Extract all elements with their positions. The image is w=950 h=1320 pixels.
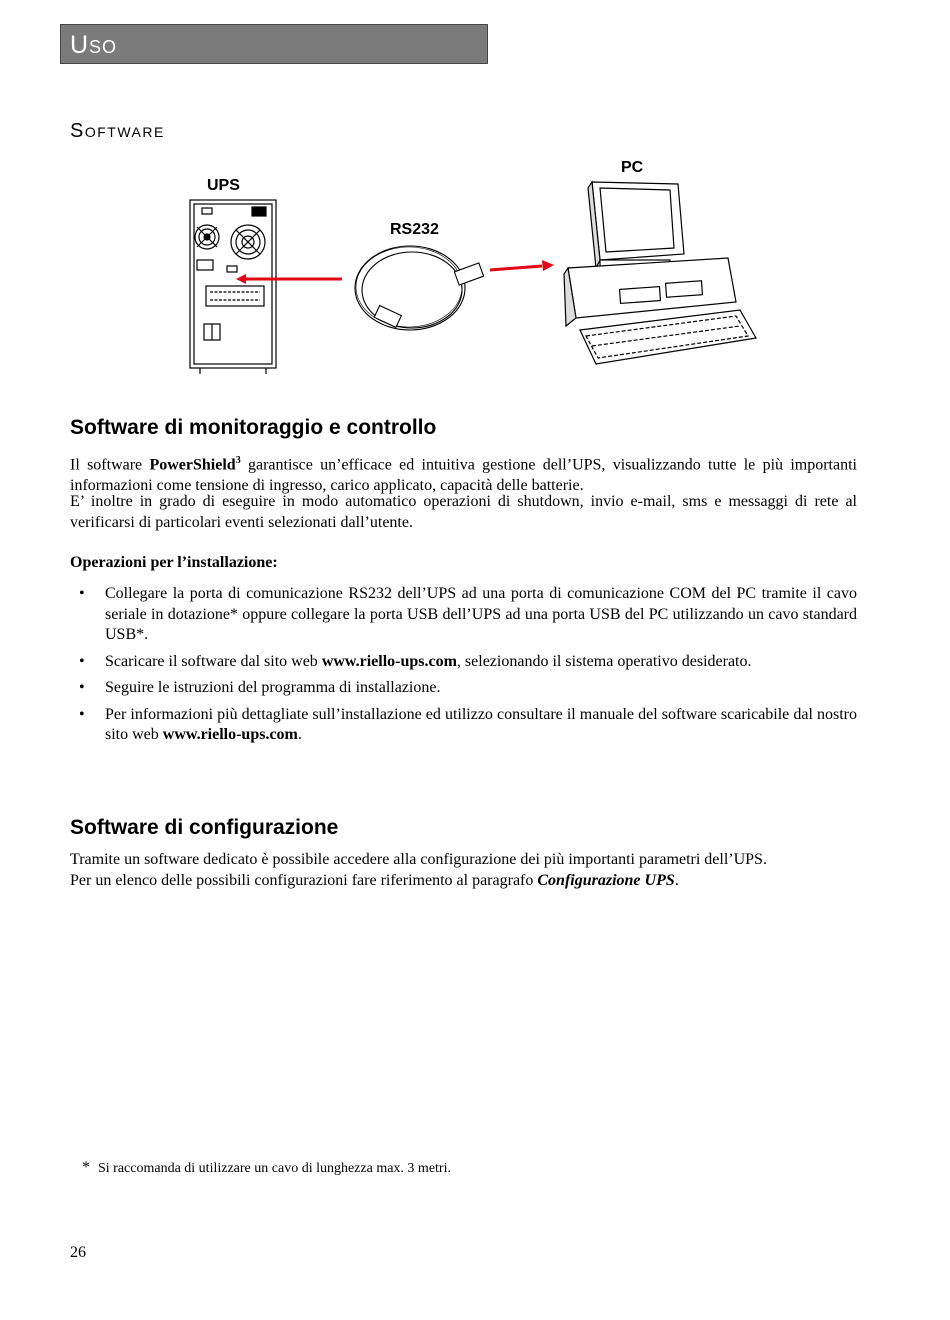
website-link[interactable]: www.riello-ups.com [321, 652, 457, 670]
ups-label: UPS [207, 177, 240, 194]
monitoring-paragraph-2: E’ inoltre in grado di eseguire in modo automatico operazioni di shutdown, invio e-mail, sms e messaggi di rete al verificarsi di particolari eventi selezionati dall’utente. [70, 493, 857, 531]
website-link[interactable]: www.riello-ups.com [162, 726, 298, 743]
configuration-paragraph-2: Per un elenco delle possibili configurazioni fare riferimento al paragrafo Configurazione UPS. [70, 872, 679, 889]
section-title: Software [70, 120, 165, 142]
page-number: 26 [70, 1244, 86, 1261]
list-item: • Collegare la porta di comunicazione RS232 dell’UPS ad una porta di comunicazione COM del PC tramite il cavo seriale in dotazione* oppure collegare la porta USB dell’UPS ad una porta USB del PC utilizzando un cavo standard USB*. [79, 585, 857, 643]
footnote: * Si raccomanda di utilizzare un cavo di lunghezza max. 3 metri. [82, 1159, 451, 1176]
configuration-section-title: Software di configurazione [70, 816, 339, 839]
installation-steps-title: Operazioni per l’installazione: [70, 554, 278, 571]
list-item: • Scaricare il software dal sito web www.riello-ups.com, selezionando il sistema operativo desiderato. [79, 652, 752, 670]
list-item: • Seguire le istruzioni del programma di installazione. [79, 679, 441, 696]
monitoring-section-title: Software di monitoraggio e controllo [70, 416, 437, 439]
connection-diagram [180, 150, 760, 385]
configuration-reference: Configurazione UPS [537, 872, 675, 889]
chapter-header-bar [60, 24, 488, 64]
configuration-paragraph-1: Tramite un software dedicato è possibile accedere alla configurazione dei più importanti parametri dell’UPS. [70, 851, 767, 868]
monitoring-paragraph-1: Il software PowerShield$^3$ garantisce un’efficace ed intuitiva gestione dell’UPS, visualizzando tutte le più importanti informazioni come tensione di ingresso, carico applicato, capacità delle batterie. [70, 455, 857, 494]
chapter-title: Uso [70, 31, 118, 59]
pc-label: PC [621, 159, 644, 176]
pc-illustration [564, 182, 756, 364]
connection-arrows [236, 260, 554, 284]
rs232-cable-illustration [355, 246, 484, 330]
powershield-brand: PowerShield [149, 456, 236, 474]
list-item: • Per informazioni più dettagliate sull’installazione ed utilizzo consultare il manuale del software scaricabile dal nostro sito web www.riello-ups.com. [79, 705, 857, 743]
ups-illustration [190, 200, 276, 374]
rs232-label: RS232 [390, 221, 439, 238]
installation-steps-list [70, 584, 857, 752]
